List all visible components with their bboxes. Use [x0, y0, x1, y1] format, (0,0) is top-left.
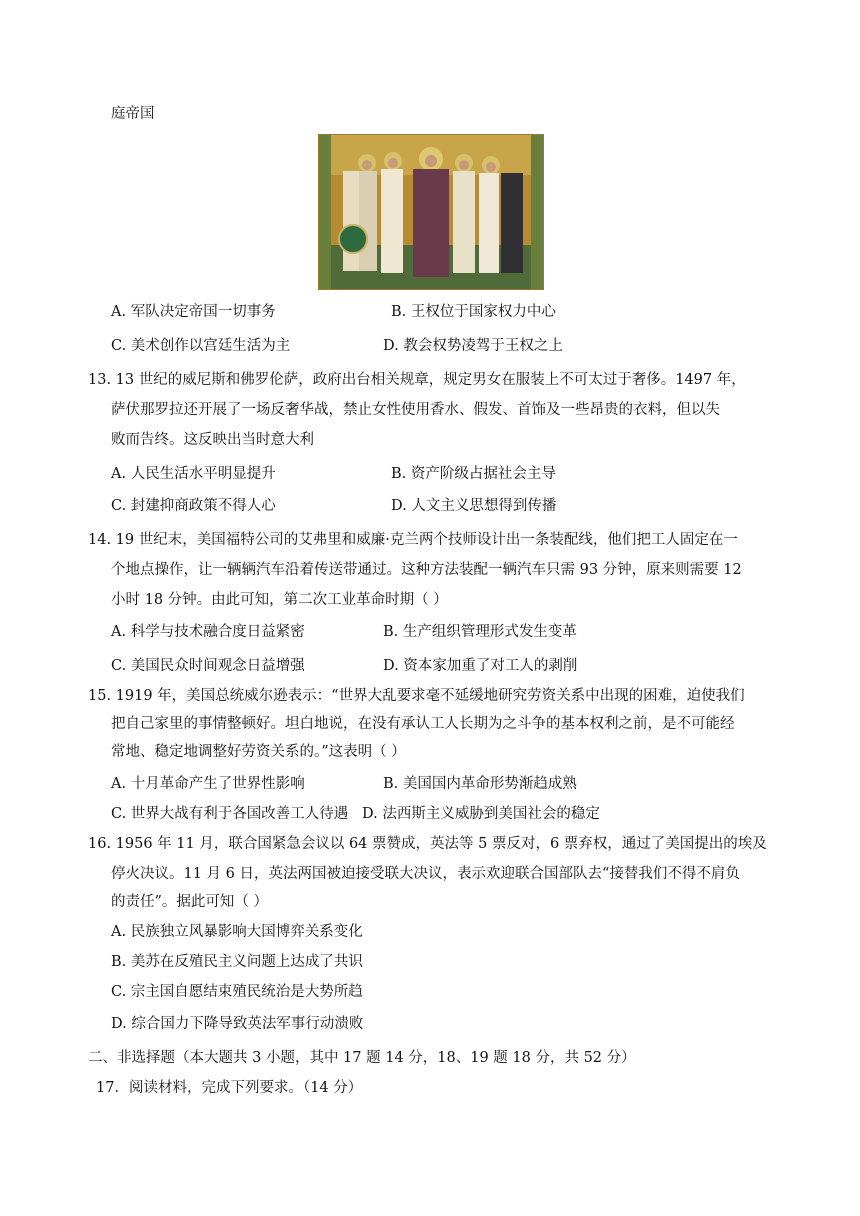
q16-line-2: 停火决议。11 月 6 日，英法两国被迫接受联大决议，表示欢迎联合国部队去“接替我们不得不肩负 [111, 866, 740, 882]
question-12-tail: 庭帝国 [111, 106, 155, 122]
q16-line-3: 的责任”。据此可知（ ） [111, 894, 269, 910]
q14-line-1: 14. 19 世纪末，美国福特公司的艾弗里和威廉·克兰两个技师设计出一条装配线，他们把工人固定在一 [88, 532, 738, 548]
q14-line-2: 个地点操作，让一辆辆汽车沿着传送带通过。这种方法装配一辆汽车只需 93 分钟，原来则需要 12 [111, 562, 742, 578]
q16-option-d: D. 综合国力下降导致英法军事行动溃败 [111, 1016, 364, 1032]
byzantine-mosaic-image [318, 134, 544, 290]
q12-option-d: D. 教会权势凌驾于王权之上 [383, 338, 563, 354]
q15-option-a: A. 十月革命产生了世界性影响 [111, 776, 305, 792]
q13-option-a: A. 人民生活水平明显提升 [111, 466, 276, 482]
q16-option-c: C. 宗主国自愿结束殖民统治是大势所趋 [111, 984, 363, 1000]
q14-option-d: D. 资本家加重了对工人的剥削 [383, 658, 578, 674]
q15-option-d: D. 法西斯主义威胁到美国社会的稳定 [362, 806, 600, 822]
q15-option-b: B. 美国国内革命形势渐趋成熟 [383, 776, 577, 792]
q15-line-3: 常地、稳定地调整好劳资关系的。”这表明（ ） [111, 744, 406, 760]
mosaic-illustration [319, 135, 543, 289]
q14-option-c: C. 美国民众时间观念日益增强 [111, 658, 305, 674]
q17-prompt: 17．阅读材料，完成下列要求。（14 分） [96, 1080, 363, 1096]
q12-option-c: C. 美术创作以宫廷生活为主 [111, 338, 291, 354]
q14-line-3: 小时 18 分钟。由此可知，第二次工业革命时期（ ） [111, 592, 448, 608]
q13-line-3: 败而告终。这反映出当时意大利 [111, 432, 314, 448]
q16-option-b: B. 美苏在反殖民主义问题上达成了共识 [111, 954, 363, 970]
q15-line-1: 15. 1919 年，美国总统威尔逊表示：“世界大乱要求毫不延缓地研究劳资关系中出现的困难，迫使我们 [88, 688, 745, 704]
q12-option-a: A. 军队决定帝国一切事务 [111, 304, 276, 320]
q15-line-2: 把自己家里的事情整顿好。坦白地说，在没有承认工人长期为之斗争的基本权利之前，是不可能经 [111, 716, 735, 732]
q15-option-c: C. 世界大战有利于各国改善工人待遇 [111, 806, 349, 822]
q13-option-c: C. 封建抑商政策不得人心 [111, 498, 276, 514]
q13-option-b: B. 资产阶级占据社会主导 [391, 466, 556, 482]
q14-option-b: B. 生产组织管理形式发生变革 [383, 624, 577, 640]
q12-option-b: B. 王权位于国家权力中心 [391, 304, 556, 320]
q16-option-a: A. 民族独立风暴影响大国博弈关系变化 [111, 924, 363, 940]
q13-line-1: 13. 13 世纪的威尼斯和佛罗伦萨，政府出台相关规章，规定男女在服装上不可太过于奢侈。1497 年， [88, 372, 746, 388]
q13-option-d: D. 人文主义思想得到传播 [391, 498, 557, 514]
q16-line-1: 16. 1956 年 11 月，联合国紧急会议以 64 票赞成，英法等 5 票反对，6 票弃权，通过了美国提出的埃及 [88, 836, 767, 852]
section-2-heading: 二、非选择题（本大题共 3 小题，其中 17 题 14 分，18、19 题 18 分，共 52 分） [88, 1050, 636, 1066]
q14-option-a: A. 科学与技术融合度日益紧密 [111, 624, 305, 640]
q13-line-2: 萨伏那罗拉还开展了一场反奢华战，禁止女性使用香水、假发、首饰及一些昂贵的衣料，但以失 [111, 402, 720, 418]
